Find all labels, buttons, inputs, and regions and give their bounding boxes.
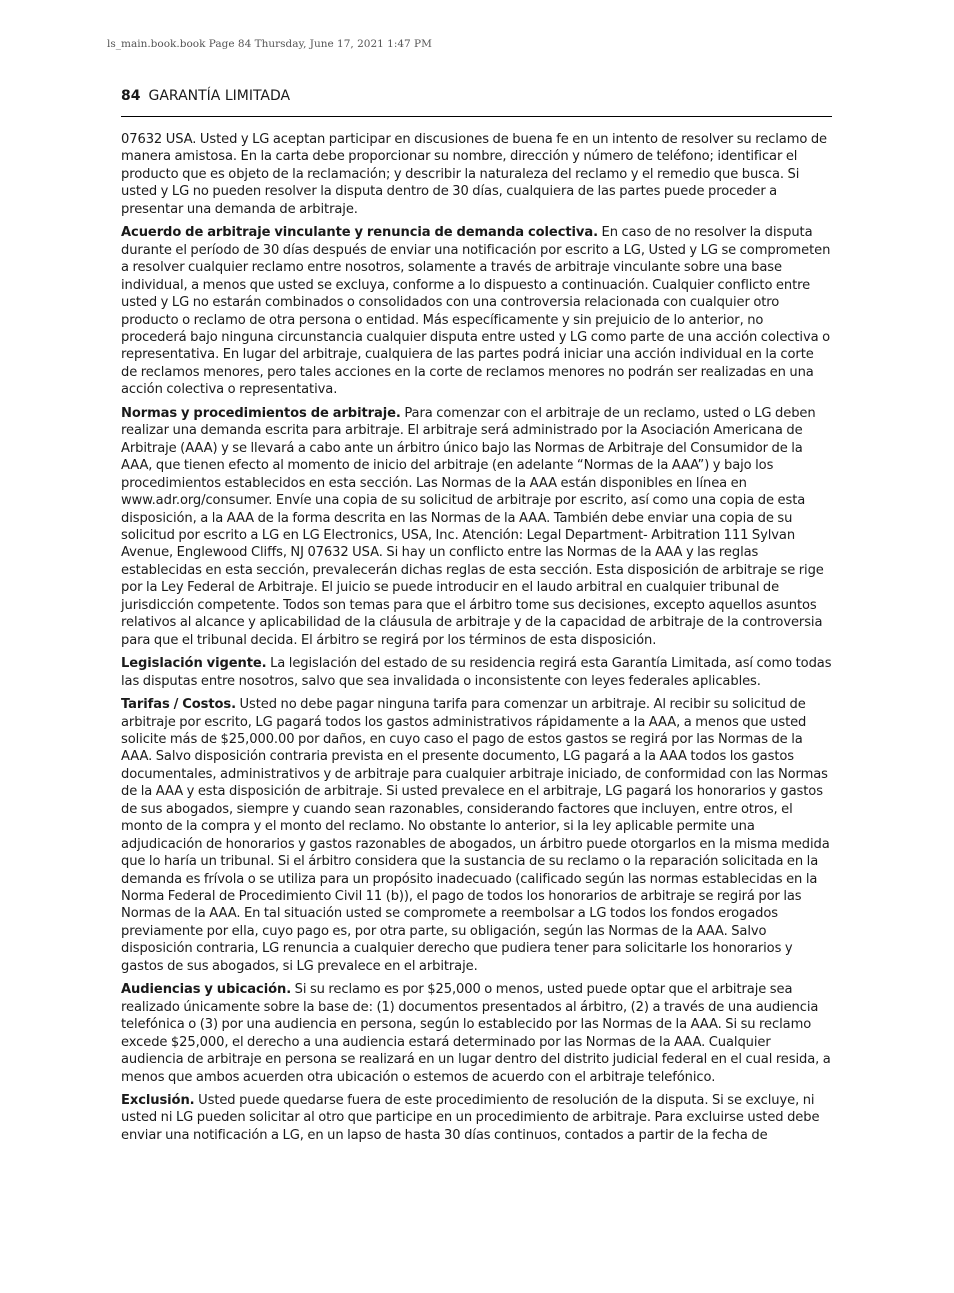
paragraph-hearings-location — [121, 981, 832, 1086]
paragraph-fees-costs — [121, 696, 832, 975]
page-number: 84 — [121, 88, 141, 104]
paragraph-heading: Legislación vigente. — [121, 656, 267, 672]
paragraph-heading: Acuerdo de arbitraje vinculante y renuncia de demanda colectiva. — [121, 225, 598, 241]
paragraph-intro — [121, 131, 832, 218]
section-title: GARANTÍA LIMITADA — [148, 88, 291, 104]
paragraph-text: Usted no debe pagar ninguna tarifa para comenzar un arbitraje. Al recibir su solicitud de arbitraje por escrito, LG pagará todos los gastos administrativos rápidamente a la AAA, a menos que usted solicite más de $25,000.00 por daños, en cuyo caso el pago de estos gastos se regirá por las Normas de la AAA. Salvo disposición contraria prevista en el presente documento, LG pagará a la AAA todos los gastos documentales, administrativos y de arbitraje para cualquier arbitraje iniciado, de conformidad con las Normas de la AAA y esta disposición de arbitraje. Si usted prevalece en el arbitraje, LG pagará los honorarios y gastos de sus abogados, siempre y cuando sean razonables, considerando factores que incluyen, entre otros, el monto de la compra y el monto del reclamo. No obstante lo anterior, si la ley aplicable permite una adjudicación de honorarios y gastos razonables de abogados, un árbitro puede otorgarlos en la misma medida que lo haría un tribunal. Si el árbitro considera que la sustancia de su reclamo o la reparación solicitada en la demanda es frívola o se utiliza para un propósito inadecuado (calificado según las normas establecidas en la Norma Federal de Procedimiento Civil 11 (b)), el pago de todos los honorarios de arbitraje se regirá por las Normas de la AAA. En tal situación usted se compromete a reembolsar a LG todos los fondos erogados previamente por ella, cuyo pago es, por otra parte, su obligación, según las Normas de la AAA. Salvo disposición contraria, LG renuncia a cualquier derecho que pudiera tener para solicitarle los honorarios y gastos de sus abogados, si LG prevalece en el arbitraje. — [121, 697, 830, 974]
paragraph-heading: Exclusión. — [121, 1093, 195, 1109]
paragraph-governing-law — [121, 655, 832, 690]
paragraph-heading: Tarifas / Costos. — [121, 697, 236, 713]
paragraph-text: Para comenzar con el arbitraje de un reclamo, usted o LG deben realizar una demanda escrita para arbitraje. El arbitraje será administrado por la Asociación Americana de Arbitraje (AAA) y se llevará a cabo ante un árbitro único bajo las Normas de Arbitraje del Consumidor de la AAA, que tienen efecto al momento de inicio del arbitraje (en adelante “Normas de la AAA”) y bajo los procedimientos establecidos en esta sección. Las Normas de la AAA están disponibles en línea en www.adr.org/consumer. Envíe una copia de su solicitud de arbitraje por escrito, así como una copia de esta disposición, a la AAA de la forma descrita en las Normas de la AAA. También debe enviar una copia de su solicitud por escrito a LG en LG Electronics, USA, Inc. Atención: Legal Department- Arbitration 111 Sylvan Avenue, Englewood Cliffs, NJ 07632 USA. Si hay un conflicto entre las Normas de la AAA y las reglas establecidas en esta sección, prevalecerán dichas reglas de esta sección. Esta disposición de arbitraje se rige por la Ley Federal de Arbitraje. El juicio se puede introducir en el laudo arbitral en cualquier tribunal de jurisdicción competente. Todos son temas para que el árbitro tome sus decisiones, excepto aquellos asuntos relativos al alcance y aplicabilidad de la cláusula de arbitraje y de la capacidad de arbitraje de la controversia para que el tribunal decida. El árbitro se regirá por los términos de esta disposición. — [121, 405, 824, 648]
paragraph-text: Si su reclamo es por $25,000 o menos, usted puede optar que el arbitraje sea realizado únicamente sobre la base de: (1) documentos presentados al árbitro, (2) a través de una audiencia telefónica o (3) por una audiencia en persona, según lo establecido por las Normas de la AAA. Si su reclamo excede $25,000, el derecho a una audiencia estará determinado por las Normas de la AAA. Cualquier audiencia de arbitraje en persona se realizará en un lugar dentro del distrito judicial federal en el cual resida, a menos que ambos acuerden otra ubicación o estemos de acuerdo con el arbitraje telefónico. — [121, 982, 831, 1085]
print-stamp: ls_main.book.book Page 84 Thursday, June 17, 2021 1:47 PM — [107, 38, 432, 50]
paragraph-text: 07632 USA. Usted y LG aceptan participar en discusiones de buena fe en un intento de resolver su reclamo de manera amistosa. En la carta debe proporcionar su nombre, dirección y número de teléfono; identificar el producto que es objeto de la reclamación; y describir la naturaleza del reclamo y el remedio que busca. Si usted y LG no pueden resolver la disputa dentro de 30 días, cualquiera de las partes puede proceder a presentar una demanda de arbitraje. — [121, 132, 828, 217]
paragraph-text: En caso de no resolver la disputa durante el período de 30 días después de enviar una notificación por escrito a LG, Usted y LG se comprometen a resolver cualquier reclamo entre nosotros, solamente a través de arbitraje vinculante sobre una base individual, a menos que usted se excluya, conforme a lo dispuesto a continuación. Cualquier conflicto entre usted y LG no estarán combinados o consolidados con una controversia relacionada con cualquier otro producto o reclamo de otra persona o entidad. Más específicamente y sin prejuicio de lo anterior, no procederá bajo ninguna circunstancia cualquier disputa entre usted y LG como parte de una acción colectiva o representativa. En lugar del arbitraje, cualquiera de las partes podrá iniciar una acción individual en la corte de reclamos menores, pero tales acciones en la corte de reclamos menores no podrán ser realizadas en una acción colectiva o representativa. — [121, 225, 831, 398]
paragraph-binding-arbitration — [121, 224, 832, 399]
page-header — [121, 88, 832, 117]
paragraph-opt-out — [121, 1092, 832, 1144]
paragraph-text: Usted puede quedarse fuera de este procedimiento de resolución de la disputa. Si se excluye, ni usted ni LG pueden solicitar al otro que participe en un procedimiento de arbitraje. Para excluirse usted debe enviar una notificación a LG, en un lapso de hasta 30 días continuos, contados a partir de la fecha de — [121, 1093, 820, 1143]
paragraph-arbitration-rules — [121, 405, 832, 649]
paragraph-heading: Audiencias y ubicación. — [121, 982, 292, 998]
body-text — [121, 131, 832, 1150]
paragraph-heading: Normas y procedimientos de arbitraje. — [121, 405, 401, 421]
paragraph-text: La legislación del estado de su residencia regirá esta Garantía Limitada, así como todas las disputas entre nosotros, salvo que sea invalidada o inconsistente con leyes federales aplicables. — [121, 656, 832, 689]
